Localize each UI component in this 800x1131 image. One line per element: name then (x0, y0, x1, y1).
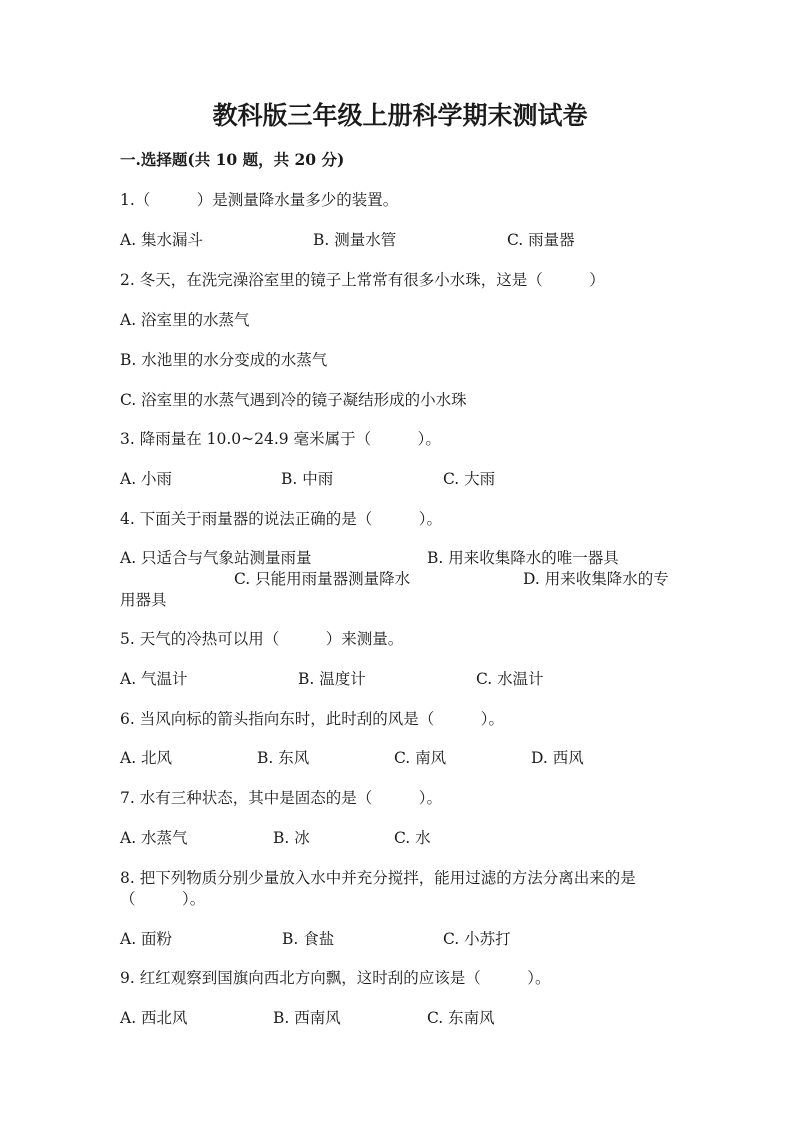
question-6-option-d: D. 西风 (531, 749, 584, 767)
question-4-option-d: D. 用来收集降水的专 (523, 570, 669, 588)
question-9-option-a: A. 西北风 (120, 1009, 188, 1027)
question-2-option-c: C. 浴室里的水蒸气遇到冷的镜子凝结形成的小水珠 (120, 391, 467, 409)
page-title: 教科版三年级上册科学期末测试卷 (212, 101, 588, 130)
question-7-option-c: C. 水 (394, 829, 431, 847)
question-6-option-c: C. 南风 (394, 749, 447, 767)
question-8-stem: 8. 把下列物质分别少量放入水中并充分搅拌，能用过滤的方法分离出来的是 (120, 869, 636, 887)
question-4-option-d-continued: 用器具 (120, 591, 167, 609)
question-7-option-a: A. 水蒸气 (120, 829, 188, 847)
question-4-option-c: C. 只能用雨量器测量降水 (234, 570, 411, 588)
question-5-option-b: B. 温度计 (298, 670, 366, 688)
question-6-option-a: A. 北风 (120, 749, 173, 767)
question-7-option-b: B. 冰 (273, 829, 310, 847)
question-5-option-c: C. 水温计 (476, 670, 544, 688)
question-2-stem: 2. 冬天，在洗完澡浴室里的镜子上常常有很多小水珠，这是（ ） (120, 271, 605, 289)
question-3-option-a: A. 小雨 (120, 470, 173, 488)
question-2-option-a: A. 浴室里的水蒸气 (120, 311, 250, 329)
question-1-stem: 1.（ ）是测量降水量多少的装置。 (120, 191, 399, 209)
question-6-stem: 6. 当风向标的箭头指向东时，此时刮的风是（ ）。 (120, 710, 504, 728)
question-8-option-b: B. 食盐 (282, 930, 335, 948)
question-2-option-b: B. 水池里的水分变成的水蒸气 (120, 351, 328, 369)
question-3-stem: 3. 降雨量在 10.0~24.9 毫米属于（ ）。 (120, 430, 441, 448)
question-5-stem: 5. 天气的冷热可以用（ ）来测量。 (120, 630, 404, 648)
question-9-option-c: C. 东南风 (427, 1009, 495, 1027)
question-1-option-a: A. 集水漏斗 (120, 231, 204, 249)
question-3-option-c: C. 大雨 (443, 470, 496, 488)
question-1-option-c: C. 雨量器 (507, 231, 575, 249)
question-4-option-a: A. 只适合与气象站测量雨量 (120, 549, 312, 567)
question-1-option-b: B. 测量水管 (313, 231, 397, 249)
question-5-option-a: A. 气温计 (120, 670, 188, 688)
question-8-option-a: A. 面粉 (120, 930, 173, 948)
question-9-option-b: B. 西南风 (273, 1009, 341, 1027)
question-8-stem-continued: （ ）。 (120, 890, 206, 908)
section-heading: 一.选择题(共 10 题，共 20 分) (120, 150, 345, 169)
question-8-option-c: C. 小苏打 (443, 930, 511, 948)
question-4-stem: 4. 下面关于雨量器的说法正确的是（ ）。 (120, 510, 442, 528)
question-3-option-b: B. 中雨 (281, 470, 334, 488)
question-7-stem: 7. 水有三种状态，其中是固态的是（ ）。 (120, 789, 442, 807)
question-6-option-b: B. 东风 (257, 749, 310, 767)
question-4-option-b: B. 用来收集降水的唯一器具 (427, 549, 619, 567)
question-9-stem: 9. 红红观察到国旗向西北方向飘，这时刮的应该是（ ）。 (120, 969, 551, 987)
